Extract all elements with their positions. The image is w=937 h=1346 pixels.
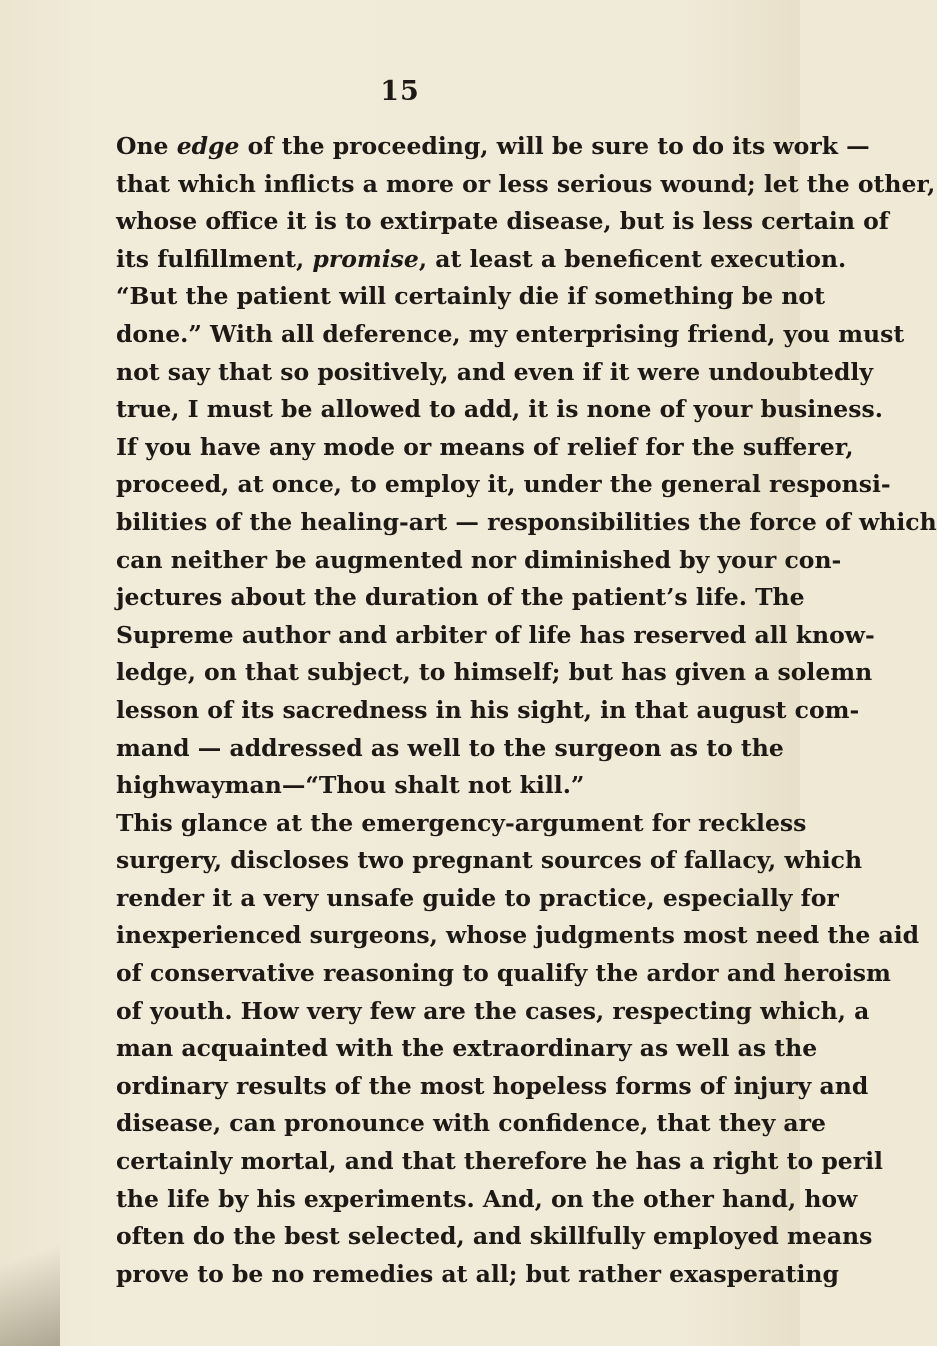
text-line: not say that so positively, and even if it were undoubtedly [116, 357, 873, 386]
emphasized-word: promise [312, 244, 419, 273]
text-line: proceed, at once, to employ it, under the general responsi- [116, 470, 891, 499]
text-line: Supreme author and arbiter of life has reserved all know- [116, 620, 875, 649]
text-line: jectures about the duration of the patient’s life. The [116, 583, 805, 612]
text-line: highwayman—“Thou shalt not kill.” [116, 771, 585, 800]
text-segment: its fulfillment, [116, 244, 313, 273]
text-line: bilities of the healing-art — responsibilities the force of which [116, 507, 937, 536]
text-line: render it a very unsafe guide to practice, especially for [116, 883, 839, 912]
text-line: true, I must be allowed to add, it is none of your business. [116, 395, 883, 424]
text-line: “But the patient will certainly die if something be not [116, 282, 825, 311]
text-line: done.” With all deference, my enterprising friend, you must [116, 319, 905, 348]
text-line: ledge, on that subject, to himself; but has given a solemn [116, 658, 873, 687]
text-line: lesson of its sacredness in his sight, in that august com- [116, 695, 860, 724]
text-line: of youth. How very few are the cases, respecting which, a [116, 996, 870, 1025]
text-line: inexperienced surgeons, whose judgments most need the aid [116, 921, 920, 950]
page-number: 15 [380, 76, 420, 107]
emphasized-word: edge [176, 132, 240, 160]
text-line: disease, can pronounce with confidence, that they are [116, 1109, 826, 1138]
text-segment: One [116, 132, 177, 160]
text-line: surgery, discloses two pregnant sources of fallacy, which [116, 846, 863, 875]
text-line: man acquainted with the extraordinary as well as the [116, 1034, 818, 1063]
text-line: certainly mortal, and that therefore he has a right to peril [116, 1147, 883, 1176]
text-line: ordinary results of the most hopeless forms of injury and [116, 1071, 869, 1100]
text-line: prove to be no remedies at all; but rather exasperating [116, 1259, 839, 1288]
text-line: mand — addressed as well to the surgeon as to the [116, 733, 784, 762]
text-line: whose office it is to extirpate disease, but is less certain of [116, 207, 889, 236]
text-line: of conservative reasoning to qualify the ardor and heroism [116, 959, 891, 988]
text-line [116, 241, 847, 279]
text-line: the life by his experiments. And, on the other hand, how [116, 1184, 858, 1213]
text-line: If you have any mode or means of relief for the sufferer, [116, 432, 854, 461]
text-line: This glance at the emergency-argument for reckless [116, 808, 807, 837]
text-line: can neither be augmented nor diminished by your con- [116, 545, 842, 574]
page-corner-shadow [0, 1196, 60, 1346]
text-segment: , at least a beneficent execution. [418, 244, 847, 273]
text-line: often do the best selected, and skillfully employed means [116, 1222, 873, 1251]
text-line [116, 128, 870, 166]
body-text [116, 128, 937, 1293]
text-line: that which inflicts a more or less serious wound; let the other, [116, 169, 936, 198]
text-segment: of the proceeding, will be sure to do its work — [239, 132, 870, 160]
